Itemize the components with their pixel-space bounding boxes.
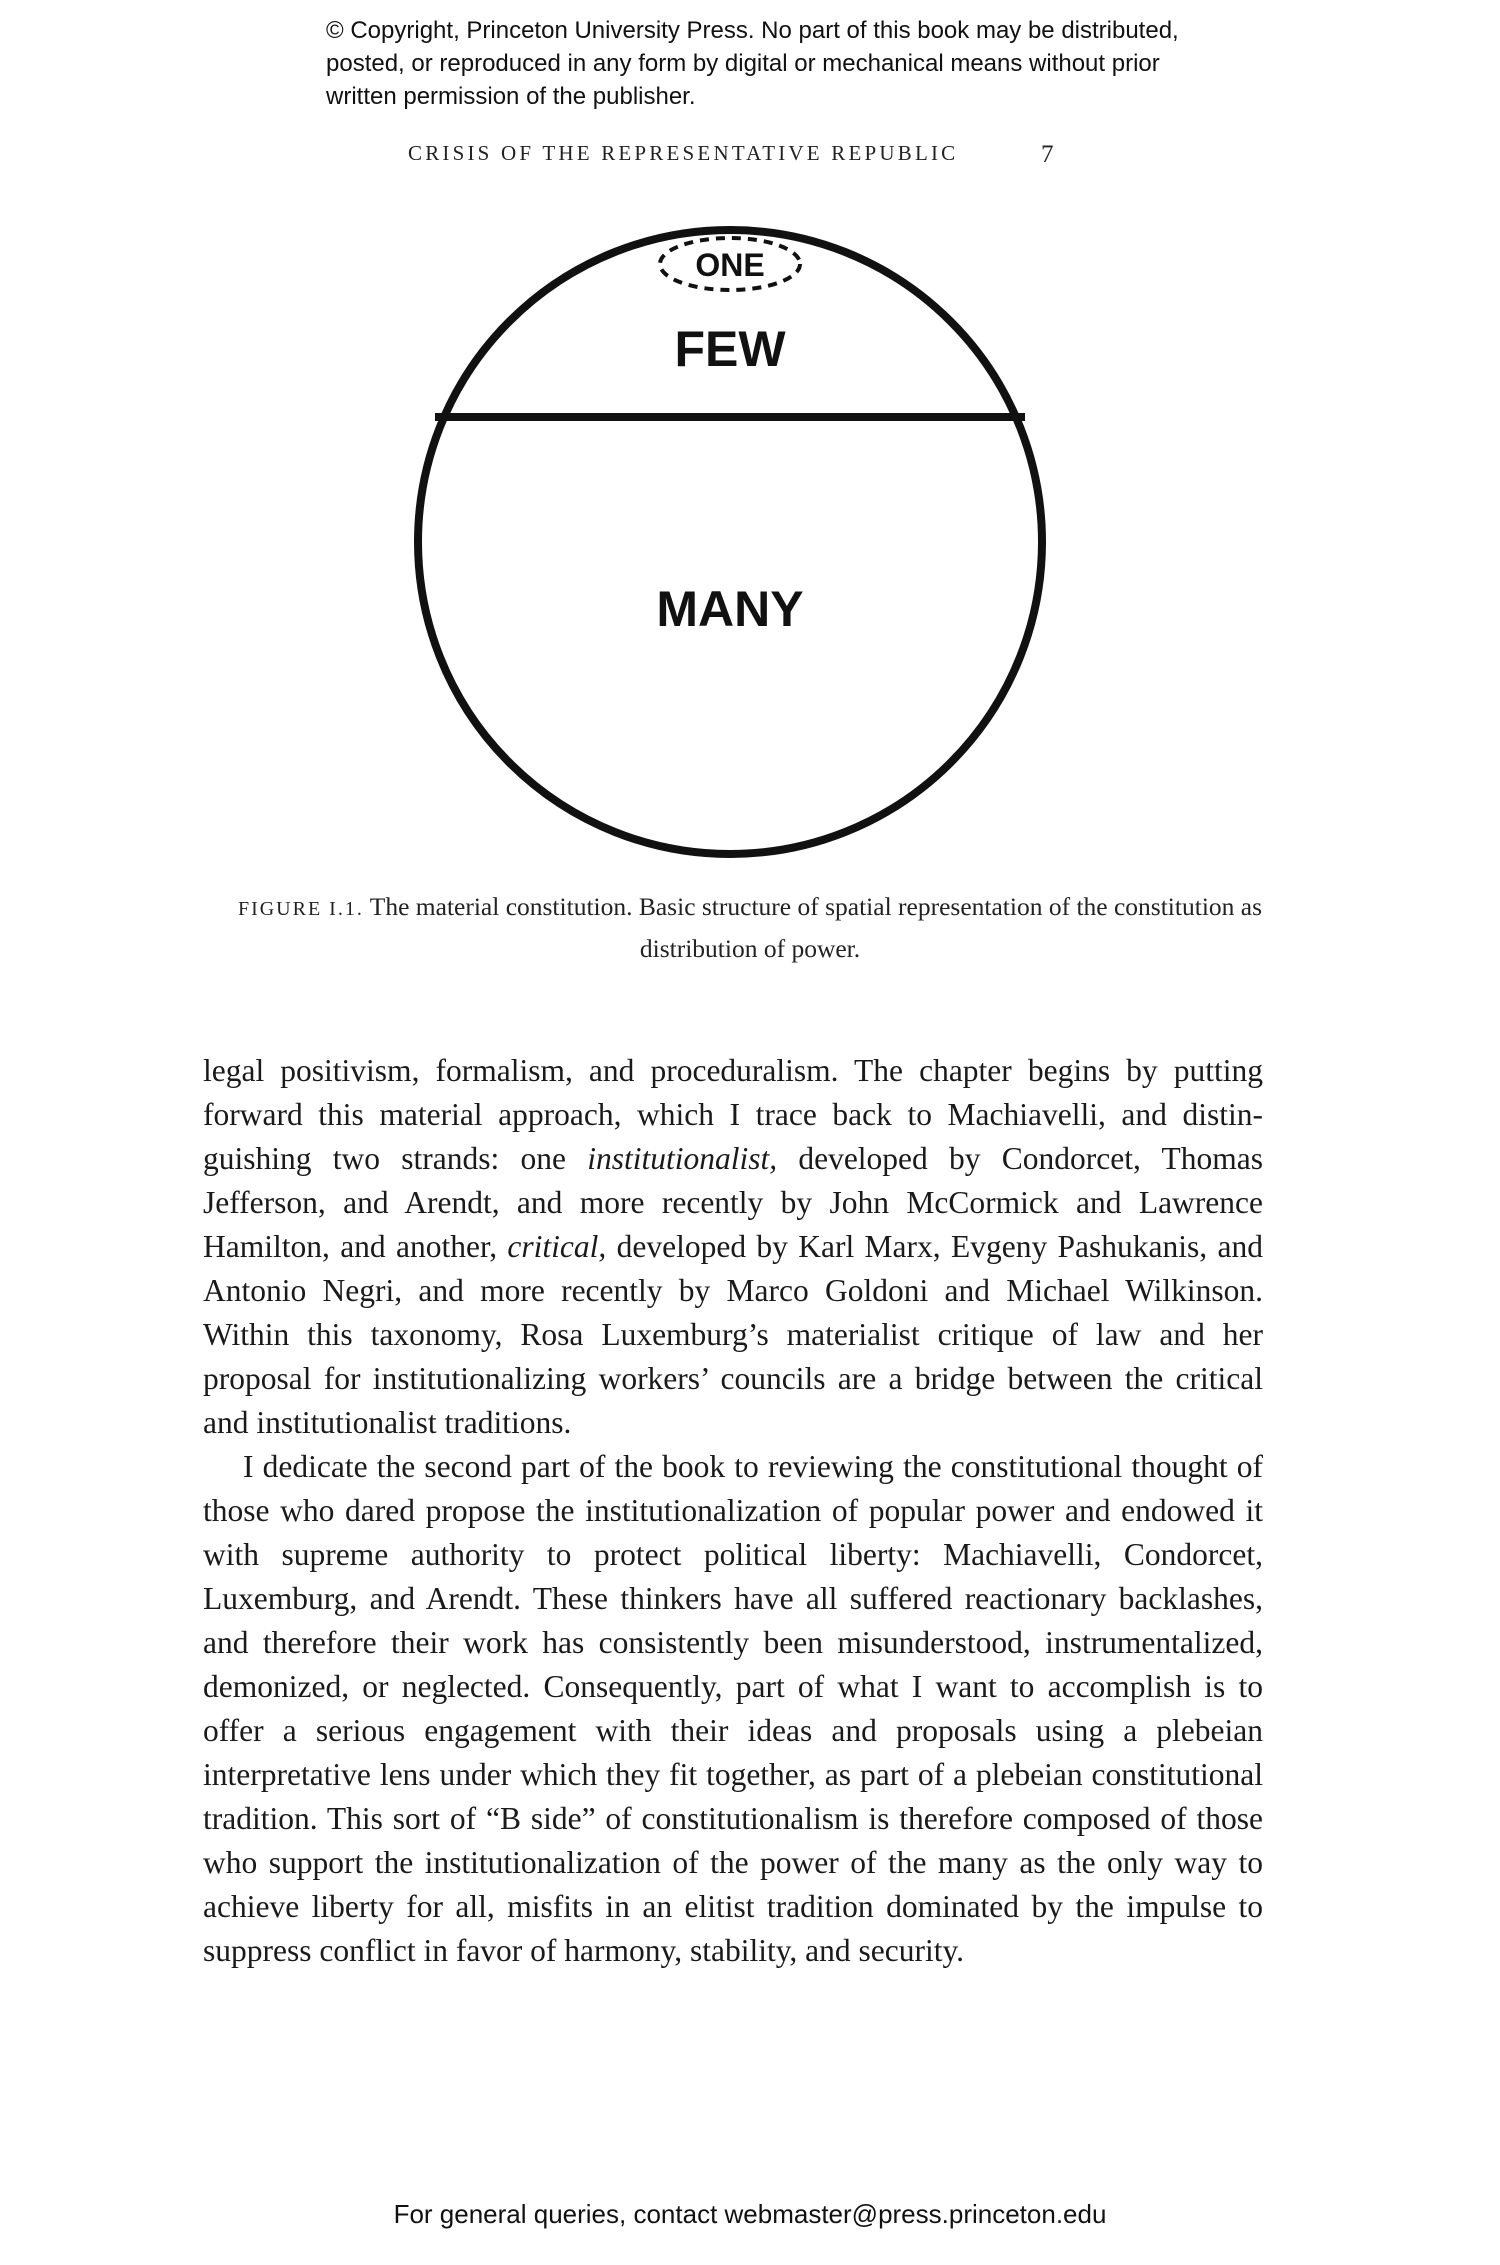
body-text: [203, 1049, 1263, 1973]
copyright-notice: © Copyright, Princeton University Press. No part of this book may be distributed, posted, or reproduced in any form by digital or mechanical means without prior written permission of the publisher.: [326, 17, 1179, 110]
paragraph-1: [203, 1049, 1263, 1445]
paragraph-1-emphasis-institutionalist: institutionalist,: [587, 1141, 778, 1176]
paragraph-2: I dedicate the second part of the book to reviewing the constitutional thought of those who dared propose the institutionalization of popular power and endowed it with supreme authority to protect political liberty: Machiavelli, Condorcet, Luxemburg, and Arendt. These thinkers have all suffered reactionary backlashes, and therefore their work has consistently been misunderstood, instrumentalized, demonized, or neglected. Consequently, part of what I want to accomplish is to offer a serious engagement with their ideas and proposals using a plebeian interpretative lens under which they fit together, as part of a plebeian constitutional tradition. This sort of “B side” of constitutionalism is therefore composed of those who support the institutionalization of the power of the many as the only way to achieve liberty for all, misfits in an elitist tradition dominated by the impulse to suppress conflict in favor of harmony, stability, and security.: [203, 1449, 1263, 1968]
paragraph-1-part-c: developed by Karl Marx, Evgeny Pashukanis, and Antonio Negri, and more recently by Marco Goldoni and Michael Wilkinson. Within this taxonomy, Rosa Luxemburg’s materialist critique of law and her proposal for institutionalizing workers’ councils are a bridge between the critical and institutionalist traditions.: [203, 1229, 1263, 1440]
paragraph-1-part-a: legal positivism, formalism, and proceduralism. The chapter begins by putting forward this material approach, which I trace back to Machiavelli, and distinguishing two strands: one: [203, 1053, 1263, 1176]
figure-caption-label: FIGURE I.1.: [237, 898, 364, 920]
paragraph-1-part-b: developed by Condorcet, Thomas Jefferson, and Arendt, and more recently by John McCormick and Lawrence Hamilton, and another,: [203, 1141, 1263, 1264]
label-few: FEW: [674, 321, 786, 377]
label-many: MANY: [656, 581, 804, 637]
figure-caption-text: The material constitution. Basic structure of spatial representation of the constitution as distribution of power.: [369, 892, 1263, 963]
constitution-diagram: [395, 224, 1065, 864]
figure-caption: [220, 887, 1280, 969]
footer-contact: For general queries, contact webmaster@press.princeton.edu: [393, 2199, 1107, 2229]
running-head: CRISIS OF THE REPRESENTATIVE REPUBLIC: [408, 141, 959, 165]
figure-diagram: [395, 224, 1065, 864]
paragraph-1-emphasis-critical: critical,: [507, 1229, 607, 1264]
label-one: ONE: [695, 247, 765, 283]
page-number: 7: [1041, 141, 1054, 168]
